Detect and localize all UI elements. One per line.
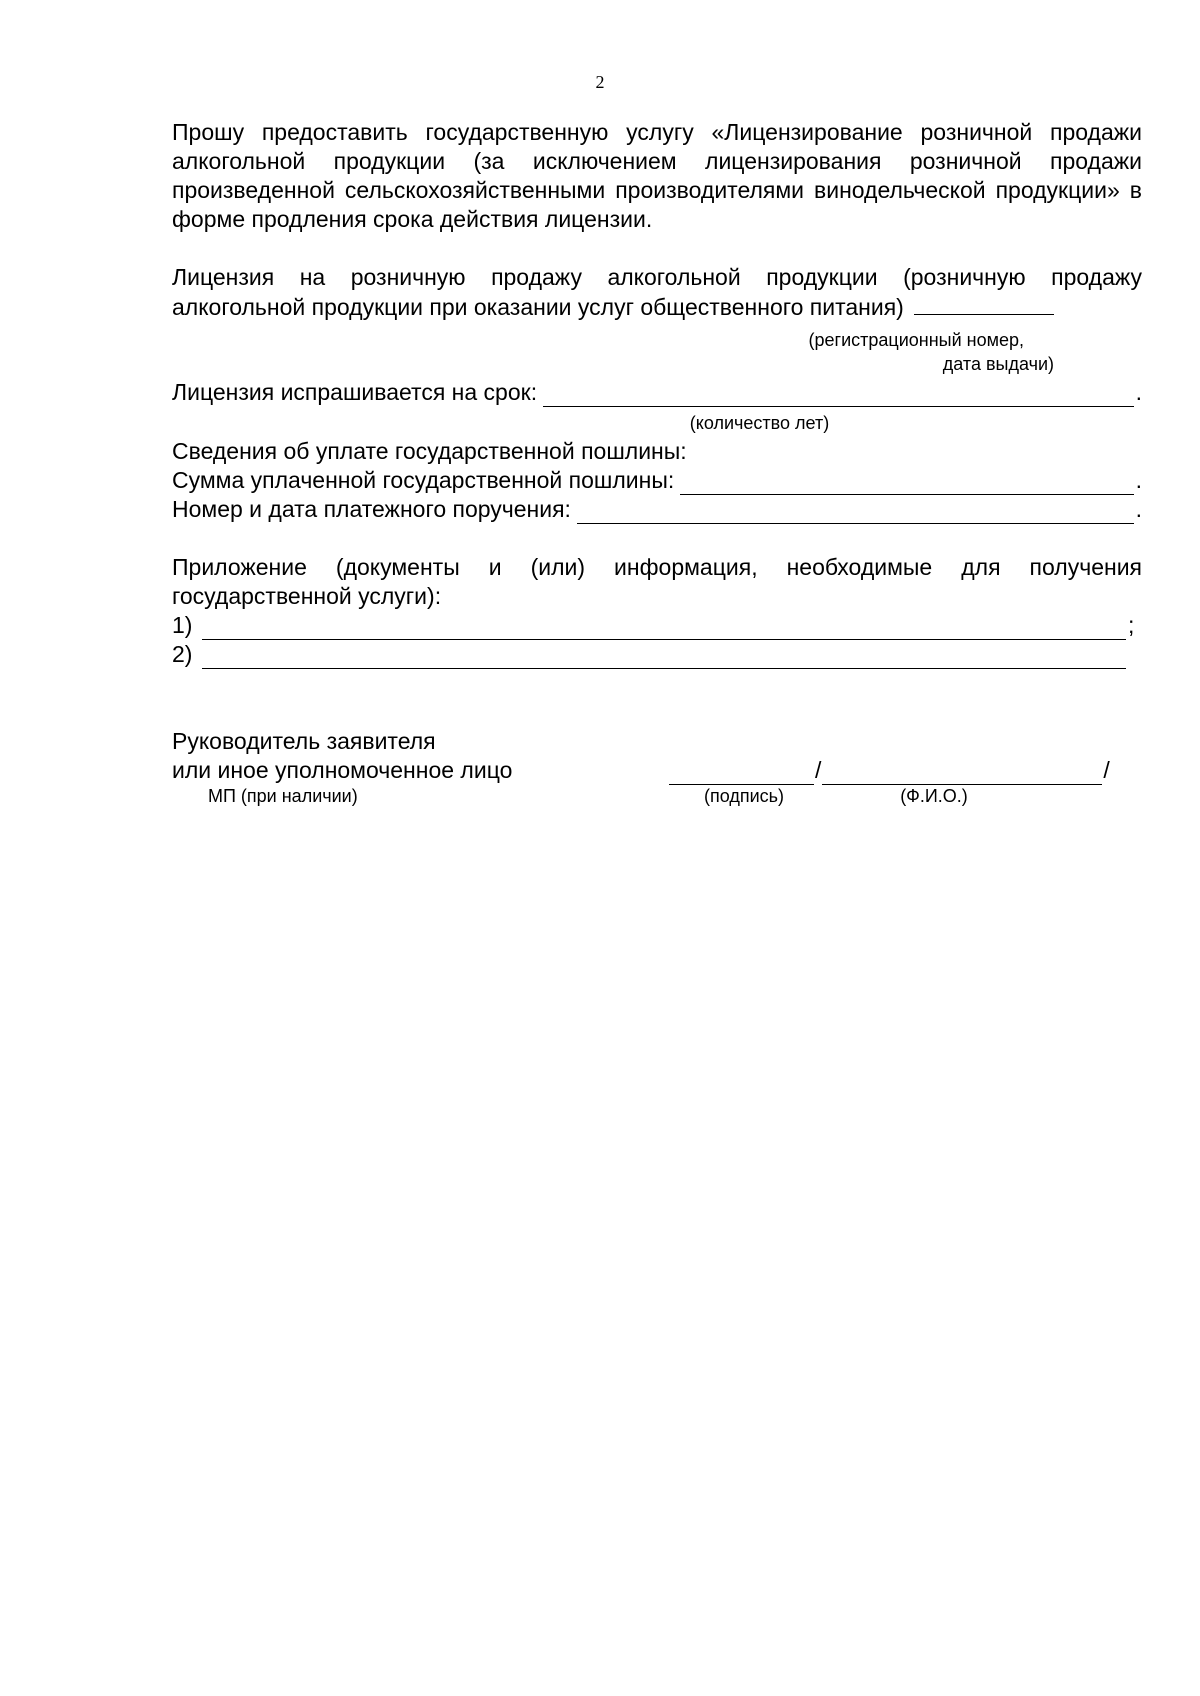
fee-amount-label: Сумма уплаченной государственной пошлины: <box>172 467 675 493</box>
license-section <box>172 263 1142 376</box>
license-label: Лицензия на розничную продажу алкогольной продукции (розничную продажу алкогольной продукции при оказании услуг общественного питания) <box>172 264 1142 320</box>
attachment-end: ; <box>1128 612 1135 638</box>
attachment-field[interactable] <box>202 617 1126 640</box>
term-caption: (количество лет) <box>689 413 830 433</box>
payment-order-label: Номер и дата платежного поручения: <box>172 496 571 522</box>
fio-slash: / <box>1103 757 1110 783</box>
term-row <box>172 378 1142 407</box>
signature-slash: / <box>815 757 822 783</box>
payment-order-end: . <box>1135 496 1142 522</box>
signature-field[interactable] <box>669 762 814 785</box>
payment-order-row <box>172 495 1142 524</box>
attachment-row <box>172 611 1142 640</box>
signature-line <box>172 756 1142 785</box>
fio-field[interactable] <box>822 762 1102 785</box>
attachment-row <box>172 640 1142 669</box>
signature-section <box>172 727 1142 807</box>
term-end: . <box>1135 379 1142 405</box>
fee-amount-row <box>172 466 1142 495</box>
attachments-section <box>172 553 1142 669</box>
license-number-caption: (регистрационный номер, <box>808 330 1024 350</box>
attachment-field[interactable] <box>202 646 1126 669</box>
fee-amount-field[interactable] <box>680 472 1133 495</box>
term-field[interactable] <box>543 384 1134 407</box>
page-number: 2 <box>595 72 605 92</box>
attachment-number: 1) <box>172 612 193 638</box>
license-text <box>172 263 1142 322</box>
license-date-caption: дата выдачи) <box>942 354 1054 374</box>
request-paragraph: Прошу предоставить государственную услугу «Лицензирование розничной продажи алкогольной продукции (за исключением лицензирования розничной продажи произведенной сельскохозяйственными производителями винодельческой продукции» в форме продления срока действия лицензии. <box>172 119 1142 232</box>
stamp-caption: МП (при наличии) <box>208 786 358 806</box>
signature-title-line2: или иное уполномоченное лицо <box>172 757 513 783</box>
application-form <box>172 118 1142 807</box>
fee-heading: Сведения об уплате государственной пошлины: <box>172 438 687 464</box>
payment-order-field[interactable] <box>577 501 1134 524</box>
fee-amount-end: . <box>1135 467 1142 493</box>
attachment-number: 2) <box>172 641 193 667</box>
signature-title-line1: Руководитель заявителя <box>172 728 436 754</box>
fio-caption: (Ф.И.О.) <box>900 786 968 806</box>
term-label: Лицензия испрашивается на срок: <box>172 379 538 405</box>
attachments-text: Приложение (документы и (или) информация, необходимые для получения государственной услуги): <box>172 554 1142 609</box>
signature-caption: (подпись) <box>703 786 785 806</box>
license-number-field[interactable] <box>914 292 1054 315</box>
signature-captions <box>172 785 1142 807</box>
